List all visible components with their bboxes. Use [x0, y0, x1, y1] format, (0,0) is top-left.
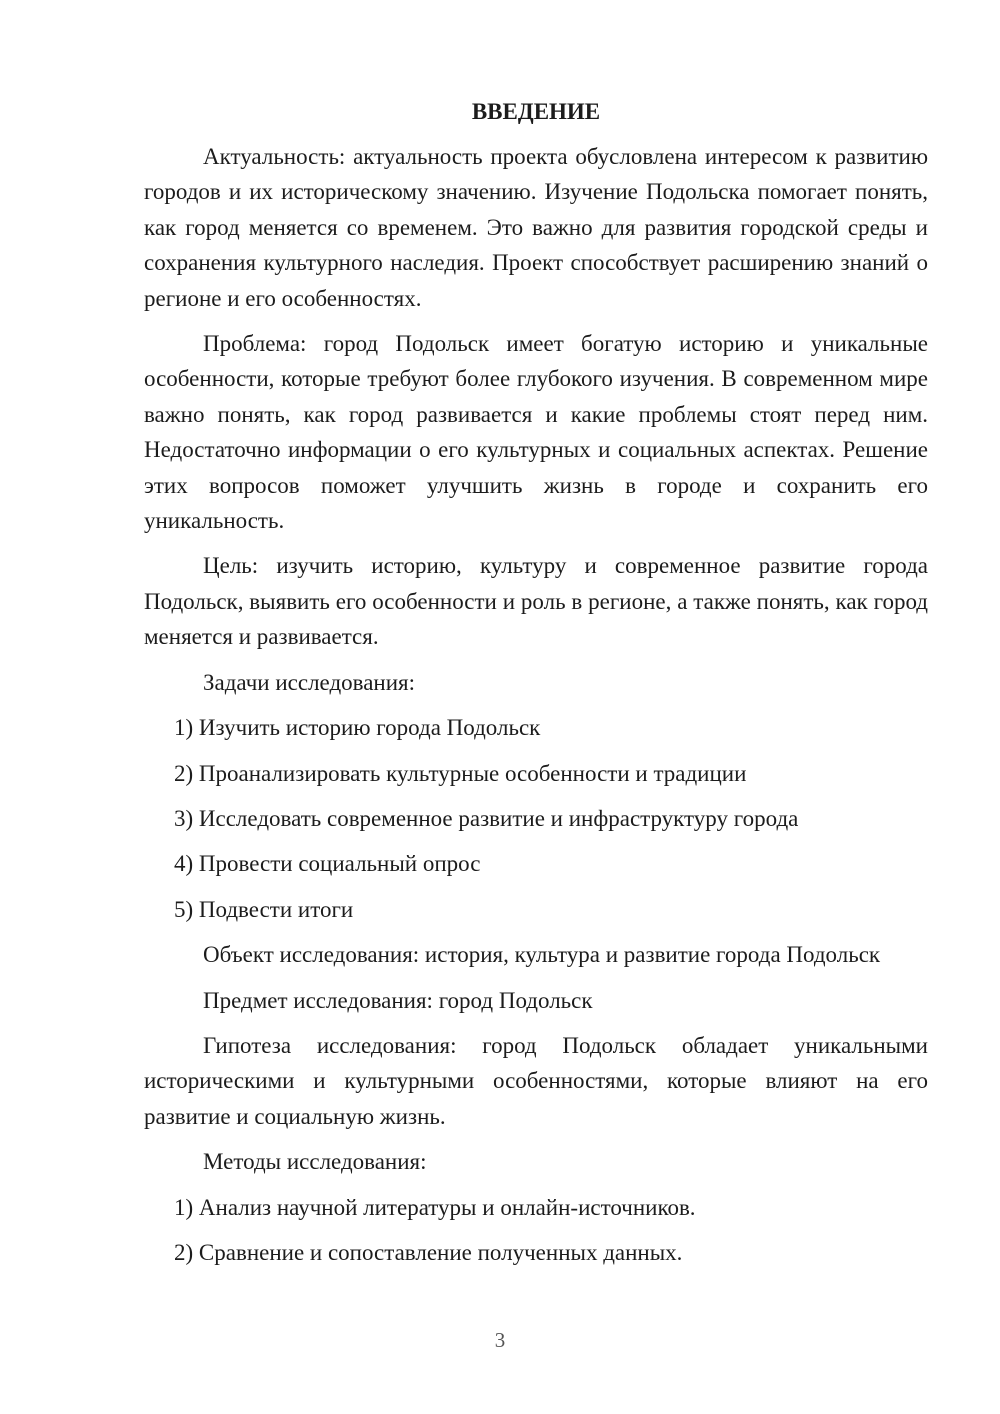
list-item: 3) Исследовать современное развитие и инфраструктуру города [174, 805, 799, 831]
tasks-heading: Задачи исследования: [203, 669, 416, 695]
document-page [144, 94, 928, 1280]
goal-paragraph: Цель: изучить историю, культуру и современное развитие города Подольск, выявить его особенности и роль в регионе, а также понять, как город меняется и развивается. [144, 553, 928, 650]
list-item: 1) Анализ научной литературы и онлайн-источников. [174, 1194, 696, 1220]
list-item: 2) Сравнение и сопоставление полученных данных. [174, 1239, 683, 1265]
methods-list [144, 1190, 928, 1271]
object-paragraph: Объект исследования: история, культура и развитие города Подольск [203, 942, 881, 968]
subject-line: Предмет исследования: город Подольск [203, 987, 593, 1013]
hypothesis-paragraph: Гипотеза исследования: город Подольск обладает уникальными историческими и культурными особенностями, которые влияют на его развитие и социальную жизнь. [144, 1032, 928, 1129]
section-title: ВВЕДЕНИЕ [471, 99, 601, 124]
tasks-list [144, 710, 928, 927]
methods-heading: Методы исследования: [203, 1149, 427, 1175]
list-item: 5) Подвести итоги [174, 896, 354, 922]
problem-paragraph: Проблема: город Подольск имеет богатую историю и уникальные особенности, которые требуют более глубокого изучения. В современном мире важно понять, как город развивается и какие проблемы стоят перед ним. Недостаточно информации о его культурных и социальных аспектах. Решение этих вопросов поможет улучшить жизнь в городе и сохранить его уникальность. [144, 331, 928, 534]
page-number: 3 [494, 1328, 506, 1352]
relevance-paragraph: Актуальность: актуальность проекта обусловлена интересом к развитию городов и их историческому значению. Изучение Подольска помогает понять, как город меняется со временем. Это важно для развития городской среды и сохранения культурного наследия. Проект способствует расширению знаний о регионе и его особенностях. [144, 144, 928, 311]
list-item: 4) Провести социальный опрос [174, 851, 481, 877]
list-item: 1) Изучить историю города Подольск [174, 715, 541, 741]
list-item: 2) Проанализировать культурные особенности и традиции [174, 760, 747, 786]
